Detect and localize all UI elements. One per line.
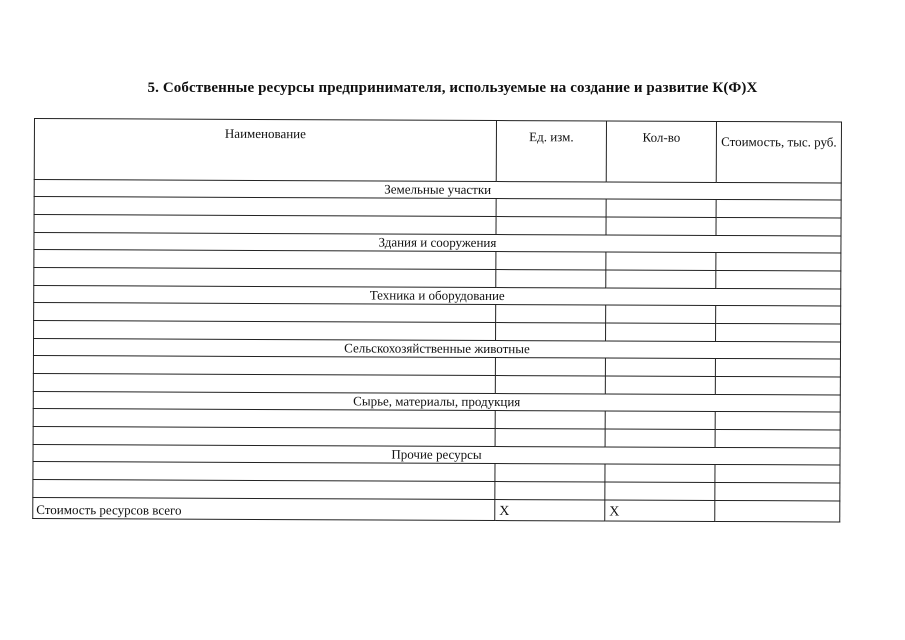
cell-qty[interactable] [605, 482, 715, 500]
header-name: Наименование [34, 119, 496, 182]
header-qty: Кол-во [606, 121, 716, 182]
cell-unit[interactable] [496, 217, 606, 235]
cell-cost[interactable] [716, 217, 841, 236]
section-other: Прочие ресурсы [33, 444, 840, 465]
cell-unit[interactable] [495, 358, 605, 376]
cell-unit[interactable] [496, 252, 606, 270]
cell-cost[interactable] [715, 411, 840, 430]
cell-qty[interactable] [606, 305, 716, 323]
cell-qty[interactable] [606, 252, 716, 270]
total-qty-mark: Х [605, 500, 715, 521]
cell-qty[interactable] [605, 411, 715, 429]
total-cost-cell[interactable] [715, 500, 840, 522]
total-row [33, 497, 840, 522]
cell-name[interactable] [34, 321, 496, 341]
cell-qty[interactable] [605, 358, 715, 376]
cell-name[interactable] [33, 479, 495, 499]
cell-unit[interactable] [496, 270, 606, 288]
cell-name[interactable] [34, 197, 496, 217]
section-equipment: Техника и оборудование [34, 286, 841, 307]
cell-name[interactable] [33, 408, 495, 428]
cell-unit[interactable] [495, 411, 605, 429]
total-unit-mark: Х [495, 500, 605, 521]
form-title: 5. Собственные ресурсы предпринимателя, используемые на создание и развитие К(Ф)Х [147, 80, 758, 96]
section-animals: Сельскохозяйственные животные [33, 339, 840, 360]
cell-unit[interactable] [496, 323, 606, 341]
cell-unit[interactable] [495, 429, 605, 447]
cell-unit[interactable] [495, 376, 605, 394]
cell-unit[interactable] [495, 464, 605, 482]
resources-table [32, 118, 842, 523]
cell-cost[interactable] [715, 358, 840, 377]
cell-name[interactable] [34, 268, 496, 288]
cell-qty[interactable] [605, 429, 715, 447]
header-row [34, 119, 841, 184]
cell-qty[interactable] [606, 199, 716, 217]
cell-name[interactable] [33, 426, 495, 446]
cell-name[interactable] [33, 373, 495, 393]
cell-cost[interactable] [716, 305, 841, 324]
cell-qty[interactable] [605, 376, 715, 394]
cell-cost[interactable] [716, 270, 841, 289]
section-buildings: Здания и сооружения [34, 233, 841, 254]
cell-cost[interactable] [716, 252, 841, 271]
resources-table-wrap [32, 118, 841, 523]
cell-qty[interactable] [606, 323, 716, 341]
section-materials: Сырье, материалы, продукция [33, 391, 840, 412]
cell-cost[interactable] [715, 482, 840, 501]
section-land: Земельные участки [34, 180, 841, 201]
cell-name[interactable] [33, 355, 495, 375]
cell-cost[interactable] [715, 376, 840, 395]
cell-name[interactable] [34, 303, 496, 323]
cell-cost[interactable] [716, 323, 841, 342]
cell-cost[interactable] [715, 429, 840, 448]
cell-name[interactable] [34, 250, 496, 270]
cell-unit[interactable] [496, 199, 606, 217]
cell-qty[interactable] [606, 270, 716, 288]
cell-qty[interactable] [605, 464, 715, 482]
cell-qty[interactable] [606, 217, 716, 235]
header-cost: Стоимость, тыс. руб. [716, 121, 841, 183]
cell-cost[interactable] [715, 464, 840, 483]
cell-name[interactable] [33, 461, 495, 481]
total-label: Стоимость ресурсов всего [33, 497, 495, 520]
cell-cost[interactable] [716, 199, 841, 218]
header-unit: Ед. изм. [496, 121, 606, 182]
cell-name[interactable] [34, 215, 496, 235]
cell-unit[interactable] [495, 482, 605, 500]
cell-unit[interactable] [496, 305, 606, 323]
